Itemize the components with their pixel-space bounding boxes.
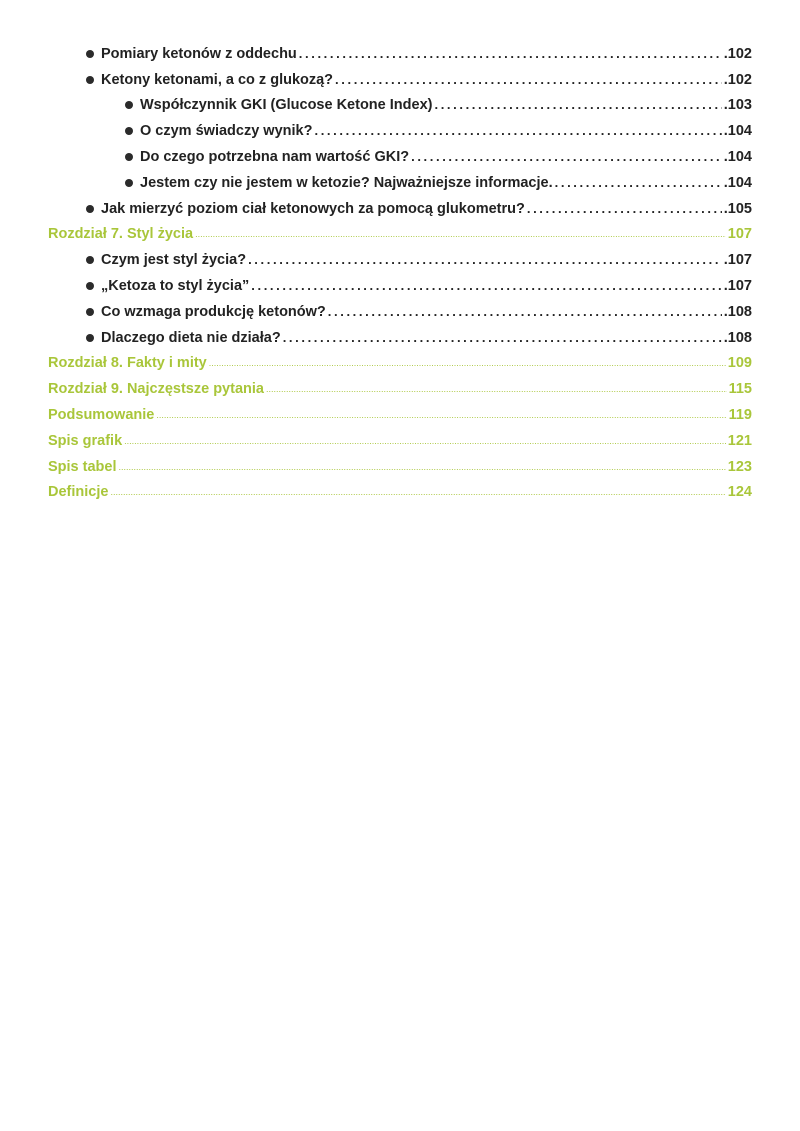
dot-leader <box>195 228 726 247</box>
dot-leader <box>299 49 722 67</box>
dot-leader <box>335 75 722 93</box>
dot-leader <box>251 281 722 299</box>
dot-leader <box>124 435 726 454</box>
dot-leader <box>283 333 722 351</box>
toc-chapter-page: 123 <box>727 458 752 475</box>
toc-chapter-page: 107 <box>727 226 752 243</box>
toc-entry-page: .103 <box>723 97 752 114</box>
toc-entry-title: Współczynnik GKI (Glucose Ketone Index) <box>140 97 433 114</box>
toc-entry-title: Czym jest styl życia? <box>101 252 247 269</box>
toc-chapter-title: Spis tabel <box>48 458 117 475</box>
toc-chapter-title: Rozdział 8. Fakty i mity <box>48 355 207 372</box>
toc-chapter-entry[interactable] <box>0 480 800 506</box>
toc-chapter-entry[interactable] <box>0 376 800 402</box>
dot-leader <box>248 255 722 273</box>
toc-entry-title: Co wzmaga produkcję ketonów? <box>101 303 326 320</box>
table-of-contents <box>0 41 800 505</box>
toc-entry[interactable] <box>0 118 800 144</box>
toc-entry-title: Pomiary ketonów z oddechu <box>101 45 297 62</box>
toc-chapter-entry[interactable] <box>0 351 800 377</box>
toc-chapter-entry[interactable] <box>0 222 800 248</box>
toc-chapter-title: Podsumowanie <box>48 407 155 424</box>
toc-entry-page: .102 <box>723 45 752 62</box>
toc-chapter-title: Rozdział 7. Styl życia <box>48 226 194 243</box>
dot-leader <box>411 152 722 170</box>
bullet-icon <box>125 127 133 135</box>
toc-chapter-title: Rozdział 9. Najczęstsze pytania <box>48 381 264 398</box>
dot-leader <box>328 307 722 325</box>
toc-chapter-title: Spis grafik <box>48 432 123 449</box>
dot-leader <box>314 126 721 144</box>
toc-entry-page: .104 <box>723 123 752 140</box>
bullet-icon <box>125 101 133 109</box>
bullet-icon <box>125 153 133 161</box>
toc-entry-title: „Ketoza to styl życia” <box>101 278 250 295</box>
bullet-icon <box>86 50 94 58</box>
toc-chapter-entry[interactable] <box>0 402 800 428</box>
toc-entry-title: Do czego potrzebna nam wartość GKI? <box>140 149 410 166</box>
toc-entry[interactable] <box>0 247 800 273</box>
toc-entry-page: .104 <box>723 174 752 191</box>
toc-entry-page: .104 <box>723 149 752 166</box>
dot-leader <box>555 178 722 196</box>
dot-leader <box>110 486 725 505</box>
dot-leader <box>156 409 726 428</box>
toc-entry-page: .107 <box>723 278 752 295</box>
toc-chapter-page: 115 <box>728 381 752 398</box>
toc-chapter-page: 109 <box>727 355 752 372</box>
dot-leader <box>434 100 721 118</box>
toc-chapter-page: 121 <box>727 432 752 449</box>
toc-entry[interactable] <box>0 67 800 93</box>
bullet-icon <box>86 282 94 290</box>
toc-entry[interactable] <box>0 93 800 119</box>
toc-entry[interactable] <box>0 196 800 222</box>
bullet-icon <box>86 76 94 84</box>
bullet-icon <box>86 308 94 316</box>
toc-chapter-page: 119 <box>728 407 752 424</box>
toc-entry[interactable] <box>0 273 800 299</box>
bullet-icon <box>86 334 94 342</box>
toc-entry-page: .105 <box>723 200 752 217</box>
toc-entry-title: Jestem czy nie jestem w ketozie? Najważniejsze informacje. <box>140 174 553 191</box>
toc-entry-title: Dlaczego dieta nie działa? <box>101 329 281 346</box>
toc-chapter-entry[interactable] <box>0 454 800 480</box>
toc-chapter-title: Definicje <box>48 484 109 501</box>
dot-leader <box>119 461 726 480</box>
toc-entry-page: .107 <box>723 252 752 269</box>
toc-chapter-page: 124 <box>727 484 752 501</box>
bullet-icon <box>125 179 133 187</box>
toc-entry[interactable] <box>0 144 800 170</box>
toc-entry-title: O czym świadczy wynik? <box>140 123 313 140</box>
toc-entry[interactable] <box>0 299 800 325</box>
toc-entry-page: .108 <box>723 329 752 346</box>
toc-entry-title: Jak mierzyć poziom ciał ketonowych za pomocą glukometru? <box>101 200 525 217</box>
toc-entry-title: Ketony ketonami, a co z glukozą? <box>101 71 334 88</box>
bullet-icon <box>86 205 94 213</box>
dot-leader <box>266 383 727 402</box>
toc-entry[interactable] <box>0 170 800 196</box>
dot-leader <box>209 357 726 376</box>
toc-entry[interactable] <box>0 325 800 351</box>
toc-entry[interactable] <box>0 41 800 67</box>
toc-entry-page: .102 <box>723 71 752 88</box>
dot-leader <box>527 204 722 222</box>
toc-chapter-entry[interactable] <box>0 428 800 454</box>
toc-entry-page: .108 <box>723 303 752 320</box>
bullet-icon <box>86 256 94 264</box>
